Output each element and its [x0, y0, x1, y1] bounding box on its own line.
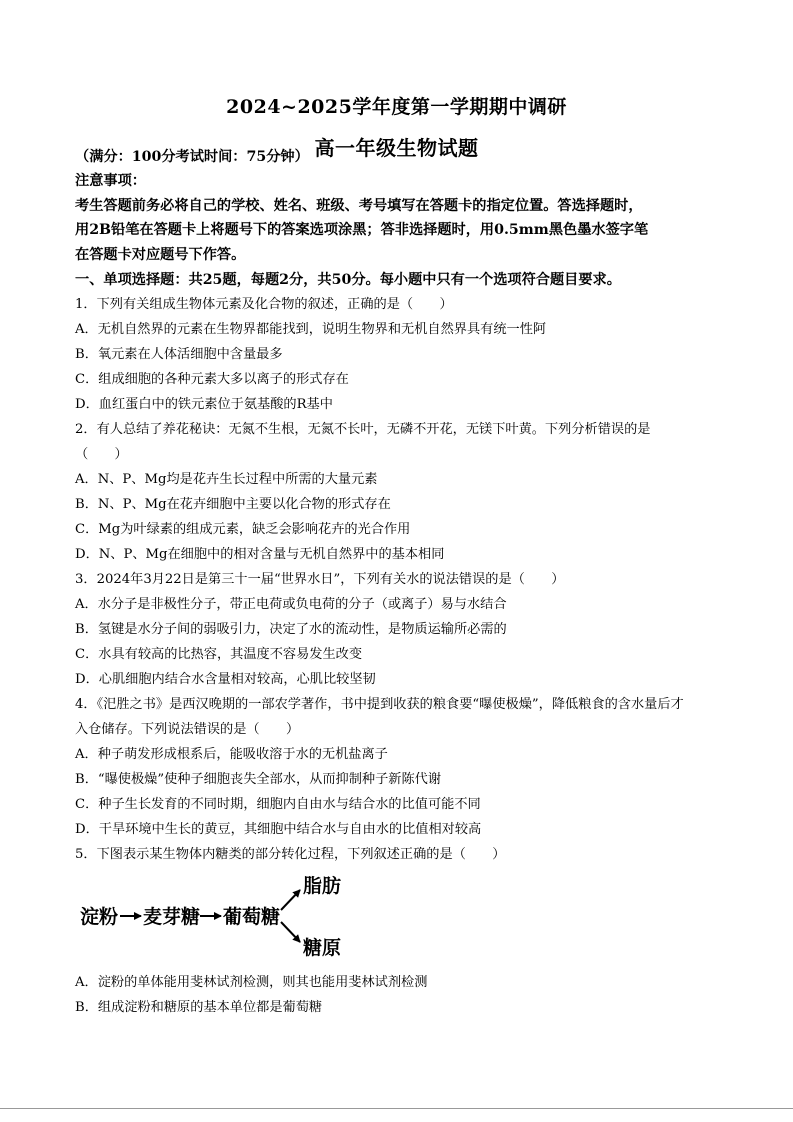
- notice-line-3: 在答题卡对应题号下作答。: [75, 247, 246, 263]
- question-2-option-a: A．N、P、Mg均是花卉生长过程中所需的大量元素: [75, 472, 378, 487]
- notice-line-1: 考生答题前务必将自己的学校、姓名、班级、考号填写在答题卡的指定位置。答选择题时，: [75, 198, 643, 214]
- question-5-option-a: A．淀粉的单体能用斐林试剂检测，则其也能用斐林试剂检测: [75, 975, 428, 990]
- question-2-option-c: C．Mg为叶绿素的组成元素，缺乏会影响花卉的光合作用: [75, 522, 411, 537]
- node-glycogen: 糖原: [303, 937, 342, 959]
- question-4-option-d: D．干旱环境中生长的黄豆，其细胞中结合水与自由水的比值相对较高: [75, 822, 482, 837]
- question-1-stem: 1．下列有关组成生物体元素及化合物的叙述，正确的是（ ）: [75, 297, 453, 312]
- node-fat: 脂肪: [303, 875, 342, 897]
- arrow-glucose-glycogen: [281, 922, 300, 942]
- exam-title: 2024~2025学年度第一学期期中调研: [226, 96, 567, 118]
- notice-heading: 注意事项：: [75, 173, 146, 189]
- question-3-option-c: C．水具有较高的比热容，其温度不容易发生改变: [75, 647, 363, 662]
- question-3-option-d: D．心肌细胞内结合水含量相对较高，心肌比较坚韧: [75, 672, 376, 687]
- question-2-stem-cont: （ ）: [75, 447, 128, 462]
- node-maltose: 麦芽糖: [143, 906, 201, 928]
- sugar-conversion-diagram: [75, 866, 345, 966]
- question-2-option-b: B．N、P、Mg在花卉细胞中主要以化合物的形式存在: [75, 497, 391, 512]
- question-3-stem: 3．2024年3月22日是第三十一届“世界水日”，下列有关水的说法错误的是（ ）: [75, 572, 565, 587]
- question-1-option-b: B．氧元素在人体活细胞中含量最多: [75, 347, 283, 362]
- notice-line-2: 用2B铅笔在答题卡上将题号下的答案选项涂黑；答非选择题时，用0.5mm黑色墨水签字笔: [75, 222, 649, 238]
- arrow-glucose-fat: [281, 890, 300, 910]
- page-bottom-rule: [0, 1108, 793, 1109]
- question-1-option-a: A．无机自然界的元素在生物界都能找到，说明生物界和无机自然界具有统一性阿: [75, 322, 547, 337]
- question-4-option-a: A．种子萌发形成根系后，能吸收溶于水的无机盐离子: [75, 747, 388, 762]
- question-4-option-c: C．种子生长发育的不同时期，细胞内自由水与结合水的比值可能不同: [75, 797, 481, 812]
- question-4-stem: 4．《汜胜之书》是西汉晚期的一部农学著作，书中提到收获的粮食要“曝使极燥”，降低粮食的含水量后才: [75, 697, 684, 712]
- node-starch: 淀粉: [80, 906, 119, 928]
- question-1-option-d: D．血红蛋白中的铁元素位于氨基酸的R基中: [75, 397, 333, 412]
- exam-subtitle: 高一年级生物试题: [314, 136, 479, 160]
- question-5-stem: 5．下图表示某生物体内糖类的部分转化过程，下列叙述正确的是（ ）: [75, 847, 506, 862]
- node-glucose: 葡萄糖: [223, 906, 281, 928]
- question-2-option-d: D．N、P、Mg在细胞中的相对含量与无机自然界中的基本相同: [75, 547, 445, 562]
- question-2-stem: 2．有人总结了养花秘诀：无氮不生根，无氮不长叶，无磷不开花，无镁下叶黄。下列分析错误的是: [75, 422, 651, 437]
- question-1-option-c: C．组成细胞的各种元素大多以离子的形式存在: [75, 372, 349, 387]
- question-5-option-b: B．组成淀粉和糖原的基本单位都是葡萄糖: [75, 1000, 323, 1015]
- section-heading: 一、单项选择题：共25题，每题2分，共50分。每小题中只有一个选项符合题目要求。: [75, 272, 621, 288]
- question-3-option-b: B．氢键是水分子间的弱吸引力，决定了水的流动性，是物质运输所必需的: [75, 622, 507, 637]
- question-3-option-a: A．水分子是非极性分子，带正电荷或负电荷的分子（或离子）易与水结合: [75, 597, 507, 612]
- exam-info: （满分：100分考试时间：75分钟）: [75, 149, 309, 165]
- question-4-stem-cont: 入仓储存。下列说法错误的是（ ）: [75, 722, 300, 737]
- question-4-option-b: B．“曝使极燥”使种子细胞丧失全部水，从而抑制种子新陈代谢: [75, 772, 442, 787]
